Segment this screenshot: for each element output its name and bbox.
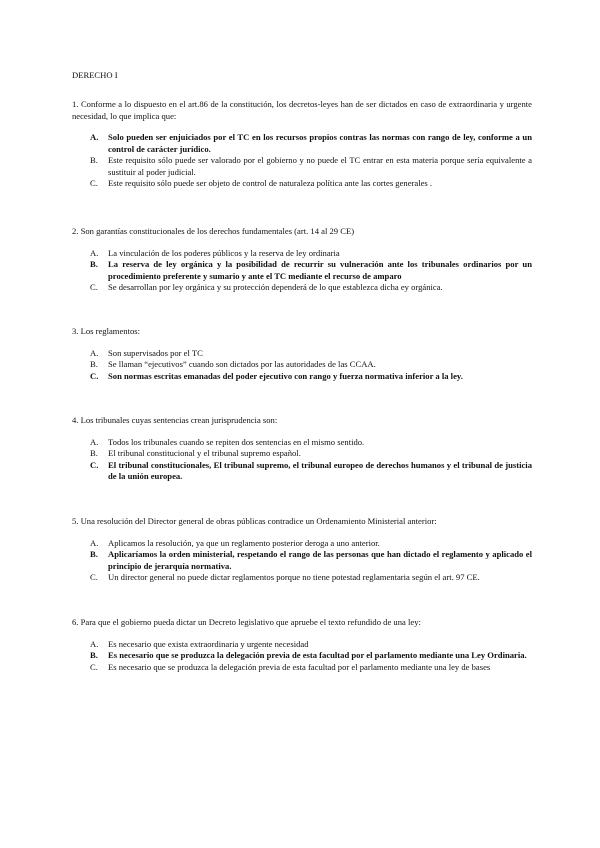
option-text: El tribunal constitucional y el tribunal supremo español. [108,448,301,458]
option-letter: B. [90,448,98,458]
option-letter: B. [90,549,98,559]
question-2 [72,226,532,294]
option-text: Aplicaríamos la orden ministerial, respetando el rango de las personas que han dictado el reglamento y aplicado el principio de jerarquía normativa. [108,549,532,571]
option-text: Es necesario que se produzca la delegación previa de esta facultad por el parlamento mediante una Ley Ordinaria. [108,650,527,660]
question-1 [72,99,532,190]
question-stem: 3. Los reglamentos: [72,326,141,336]
option-letter: C. [90,572,98,582]
answer-option-b [72,650,532,662]
option-letter: C. [90,282,98,292]
option-letter: A. [90,247,99,258]
answer-option-b [72,259,532,282]
question-stem: 4. Los tribunales cuyas sentencias crean jurisprudencia son: [72,415,278,425]
answer-options [72,348,532,383]
option-letter: A. [90,537,99,548]
answer-option-c [72,662,532,674]
answer-option-c [72,178,532,190]
option-text: Son normas escritas emanadas del poder ejecutivo con rango y fuerza normativa inferior a la ley. [108,370,463,381]
answer-option-b [72,549,532,572]
option-letter: A. [90,347,99,358]
option-text: La vinculación de los poderes públicos y la reserva de ley ordinaria [108,247,340,258]
option-text: Se llaman “ejecutivos” cuando son dictados por las autoridades de las CCAA. [108,359,376,369]
answer-option-b [72,448,532,460]
answer-options [72,132,532,190]
answer-option-c [72,572,532,584]
option-letter: B. [90,155,98,165]
question-stem: 6. Para que el gobierno pueda dictar un Decreto legislativo que apruebe el texto refundido de una ley: [72,617,421,627]
option-letter: B. [90,359,98,369]
option-text: Este requisito sólo puede ser objeto de control de naturaleza política ante las cortes generales . [108,178,433,188]
answer-option-a [72,132,532,155]
question-4 [72,415,532,483]
question-stem: 1. Conforme a lo dispuesto en el art.86 de la constitución, los decretos-leyes han de ser dictados en caso de extraordinaria y urgente necesidad, lo que implica que: [72,99,532,121]
answer-option-a [72,538,532,550]
answer-option-a [72,248,532,260]
answer-option-b [72,155,532,178]
option-text: El tribunal constitucionales, El tribunal supremo, el tribunal europeo de derechos humanos y el tribunal de justicia de la unión europea. [108,459,532,481]
answer-option-c [72,371,532,383]
option-letter: A. [90,436,99,447]
answer-options [72,437,532,483]
option-letter: B. [90,650,98,660]
answer-option-a [72,437,532,449]
answer-options [72,248,532,294]
answer-option-a [72,348,532,360]
answer-option-a [72,639,532,651]
answer-option-c [72,282,532,294]
option-text: Son supervisados por el TC [108,347,203,358]
option-letter: B. [90,259,98,269]
answer-option-b [72,359,532,371]
question-6 [72,617,532,673]
option-text: Aplicamos la resolución, ya que un reglamento posterior deroga a uno anterior. [108,537,380,548]
question-3 [72,326,532,382]
option-text: La reserva de ley orgánica y la posibilidad de recurrir su vulneración ante los tribunales ordinarios por un procedimiento preferente y sumario y ante el TC mediante el recurso de amparo [108,259,532,281]
question-5 [72,516,532,584]
option-text: Todos los tribunales cuando se repiten dos sentencias en el mismo sentido. [108,436,365,447]
option-text: Es necesario que se produzca la delegación previa de esta facultad por el parlamento mediante una ley de bases [108,661,491,672]
option-letter: C. [90,178,98,188]
option-letter: C. [90,459,99,470]
option-text: Solo pueden ser enjuiciados por el TC en los recursos propios contras las normas con rango de ley, conforme a un control de carácter jurídico. [108,132,532,154]
option-letter: A. [90,132,99,142]
option-letter: C. [90,661,98,672]
answer-options [72,538,532,584]
option-text: Es necesario que exista extraordinaria y urgente necesidad [108,638,309,649]
option-text: Este requisito sólo puede ser valorado por el gobierno y no puede el TC entrar en esta materia porque sería equivalente a sustituir al poder judicial. [108,155,532,177]
answer-option-c [72,460,532,483]
option-letter: C. [90,370,99,381]
option-letter: A. [90,638,99,649]
document-title: DERECHO I [72,70,118,80]
question-stem: 2. Son garantías constitucionales de los derechos fundamentales (art. 14 al 29 CE) [72,226,355,236]
option-text: Un director general no puede dictar reglamentos porque no tiene potestad reglamentaria según el art. 97 CE. [108,572,480,582]
answer-options [72,639,532,674]
option-text: Se desarrollan por ley orgánica y su protección dependerá de lo que establezca dicha ey orgánica. [108,282,443,292]
question-stem: 5. Una resolución del Director general de obras públicas contradice un Ordenamiento Ministerial anterior: [72,516,437,526]
